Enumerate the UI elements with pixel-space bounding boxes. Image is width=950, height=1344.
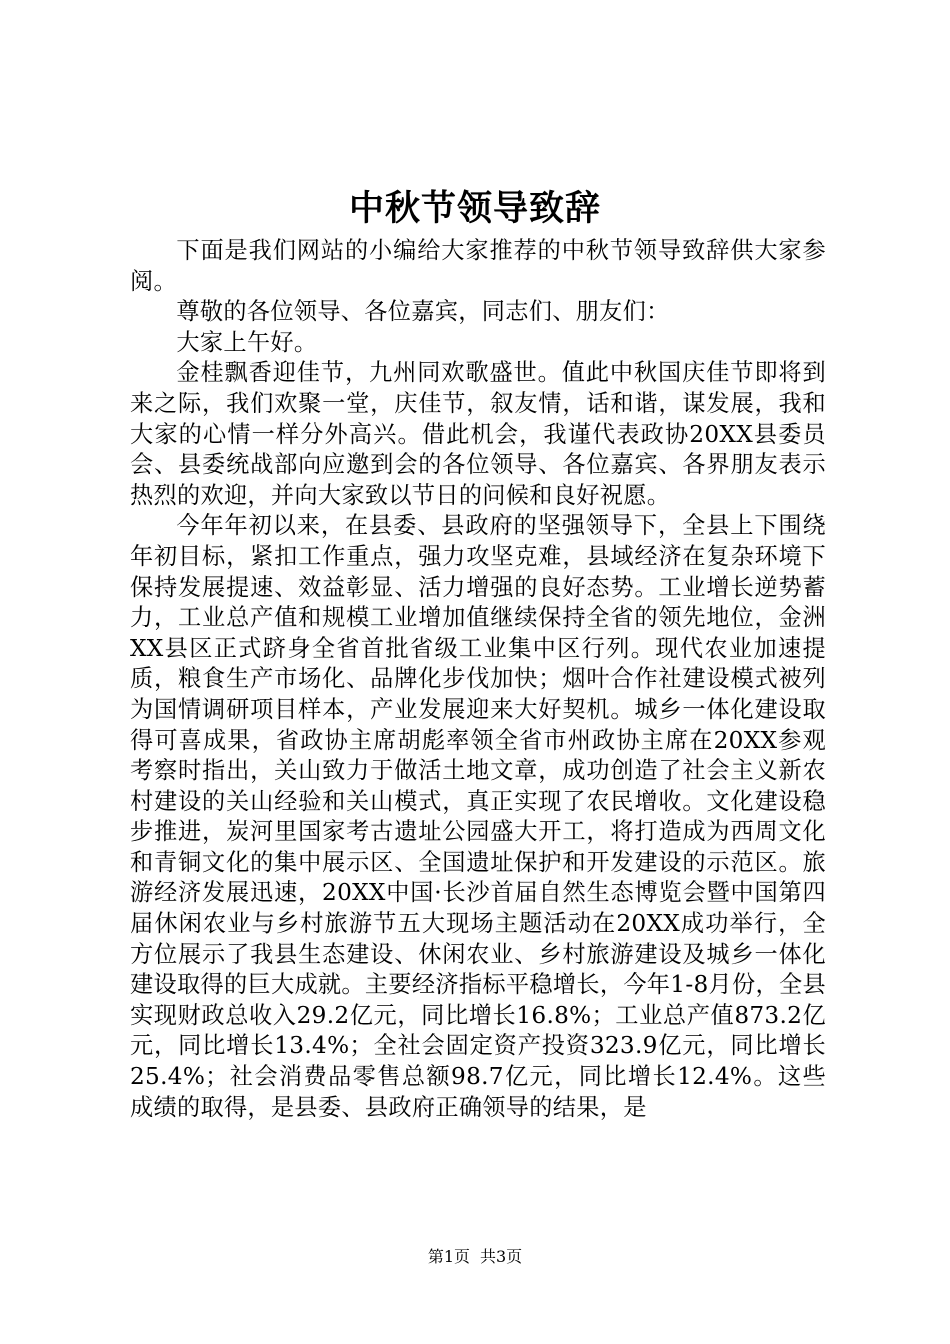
page-footer bbox=[0, 1246, 950, 1268]
intro-paragraph: 下面是我们网站的小编给大家推荐的中秋节领导致辞供大家参阅。 bbox=[130, 237, 826, 295]
document-body bbox=[130, 236, 826, 1123]
page-total: 共3页 bbox=[480, 1247, 523, 1266]
salutation-paragraph: 尊敬的各位领导、各位嘉宾，同志们、朋友们： bbox=[176, 298, 670, 326]
achievements-paragraph: 今年年初以来，在县委、县政府的坚强领导下，全县上下围绕年初目标，紧扣工作重点，强力攻坚克难，县域经济在复杂环境下保持发展提速、效益彰显、活力增强的良好态势。工业增长逆势蓄力，工业总产值和规模工业增加值继续保持全省的领先地位，金洲XX县区正式跻身全省首批省级工业集中区行列。现代农业加速提质，粮食生产市场化、品牌化步伐加快；烟叶合作社建设模式被列为国情调研项目样本，产业发展迎来大好契机。城乡一体化建设取得可喜成果，省政协主席胡彪率领全省市州政协主席在20XX参观考察时指出，关山致力于做活土地文章，成功创造了社会主义新农村建设的关山经验和关山模式，真正实现了农民增收。文化建设稳步推进，炭河里国家考古遗址公园盛大开工，将打造成为西周文化和青铜文化的集中展示区、全国遗址保护和开发建设的示范区。旅游经济发展迅速，20XX中国·长沙首届自然生态博览会暨中国第四届休闲农业与乡村旅游节五大现场主题活动在20XX成功举行，全方位展示了我县生态建设、休闲农业、乡村旅游建设及城乡一体化建设取得的巨大成就。主要经济指标平稳增长，今年1-8月份，全县实现财政总收入29.2亿元，同比增长16.8%；工业总产值873.2亿元，同比增长13.4%；全社会固定资产投资323.9亿元，同比增长25.4%；社会消费品零售总额98.7亿元，同比增长12.4%。这些成绩的取得，是县委、县政府正确领导的结果，是 bbox=[130, 512, 826, 1121]
greeting-paragraph: 大家上午好。 bbox=[176, 328, 318, 356]
welcome-paragraph: 金桂飘香迎佳节，九州同欢歌盛世。值此中秋国庆佳节即将到来之际，我们欢聚一堂，庆佳节，叙友情，话和谐，谋发展，我和大家的心情一样分外高兴。借此机会，我谨代表政协20XX县委员会、县委统战部向应邀到会的各位领导、各位嘉宾、各界朋友表示热烈的欢迎，并向大家致以节日的问候和良好祝愿。 bbox=[130, 359, 826, 509]
page-number: 第1页 bbox=[427, 1247, 470, 1266]
document-title: 中秋节领导致辞 bbox=[348, 188, 601, 229]
